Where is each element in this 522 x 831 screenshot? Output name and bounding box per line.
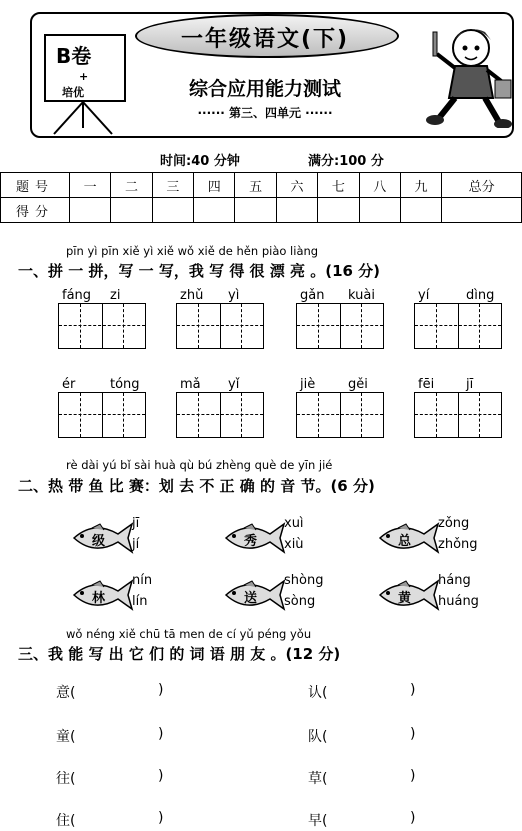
word-prompt: 住( xyxy=(56,813,76,829)
score-cell[interactable] xyxy=(111,198,152,223)
section1-pinyin: pīn yì pīn xiě yì xiě wǒ xiě de hěn piào liàng xyxy=(66,244,319,258)
grid-pinyin: yǐ xyxy=(228,377,240,392)
score-cell[interactable] xyxy=(235,198,276,223)
close-paren: ) xyxy=(158,810,164,826)
pinyin-option[interactable]: jí xyxy=(132,537,140,552)
series-title: 一年级语文(下) xyxy=(180,27,350,52)
close-paren: ) xyxy=(410,810,416,826)
time-limit: 时间:40 分钟 xyxy=(160,154,240,169)
close-paren: ) xyxy=(410,768,416,784)
word-prompt: 往( xyxy=(56,771,76,787)
writing-grid[interactable] xyxy=(58,303,146,349)
paper-sub: 培优 xyxy=(62,86,84,99)
word-answer-blank[interactable] xyxy=(84,726,156,744)
row-label-question: 题号 xyxy=(1,173,70,198)
pinyin-option[interactable]: xiù xyxy=(284,537,304,552)
boy-with-pencil-icon xyxy=(425,18,517,128)
grid-pinyin: fáng xyxy=(62,288,92,303)
pinyin-option[interactable]: huáng xyxy=(438,594,479,609)
score-cell[interactable] xyxy=(70,198,111,223)
word-prompt: 意( xyxy=(56,685,76,701)
fish-character: 秀 xyxy=(244,534,258,549)
grid-pinyin: gǎn xyxy=(300,288,325,303)
word-prompt: 早( xyxy=(308,813,328,829)
pinyin-option[interactable]: sòng xyxy=(284,594,316,609)
word-answer-blank[interactable] xyxy=(336,810,408,828)
grid-pinyin: mǎ xyxy=(180,377,201,392)
grid-pinyin: zi xyxy=(110,288,121,303)
col-total: 总分 xyxy=(442,173,522,198)
table-row xyxy=(1,173,522,198)
close-paren: ) xyxy=(158,726,164,742)
writing-grid[interactable] xyxy=(58,392,146,438)
score-cell[interactable] xyxy=(400,198,441,223)
word-answer-blank[interactable] xyxy=(84,768,156,786)
col-8: 八 xyxy=(359,173,400,198)
full-score: 满分:100 分 xyxy=(308,154,384,169)
section3-title: 三、我 能 写 出 它 们 的 词 语 朋 友 。(12 分) xyxy=(18,645,341,663)
fish-character: 级 xyxy=(92,534,106,549)
grid-pinyin: zhǔ xyxy=(180,288,204,303)
pinyin-option[interactable]: zǒng xyxy=(438,516,470,531)
pinyin-option[interactable]: háng xyxy=(438,573,471,588)
paper-tag: B卷 xyxy=(56,44,92,68)
word-answer-blank[interactable] xyxy=(336,726,408,744)
col-7: 七 xyxy=(318,173,359,198)
fish-character: 总 xyxy=(398,534,412,549)
pinyin-option[interactable]: lín xyxy=(132,594,148,609)
pinyin-option[interactable]: xuì xyxy=(284,516,304,531)
pinyin-option[interactable]: shòng xyxy=(284,573,324,588)
writing-grid[interactable] xyxy=(296,303,384,349)
score-cell[interactable] xyxy=(442,198,522,223)
row-label-score: 得分 xyxy=(1,198,70,223)
word-prompt: 草( xyxy=(308,771,328,787)
score-cell[interactable] xyxy=(276,198,317,223)
unit-label: ······ 第三、四单元 ······ xyxy=(197,106,333,120)
word-prompt: 认( xyxy=(308,685,328,701)
writing-grid[interactable] xyxy=(176,303,264,349)
score-cell[interactable] xyxy=(318,198,359,223)
col-9: 九 xyxy=(400,173,441,198)
score-cell[interactable] xyxy=(194,198,235,223)
close-paren: ) xyxy=(410,726,416,742)
word-answer-blank[interactable] xyxy=(336,768,408,786)
grid-pinyin: gěi xyxy=(348,377,368,392)
grid-pinyin: dìng xyxy=(466,288,495,303)
grid-pinyin: yì xyxy=(228,288,240,303)
fish-character: 黄 xyxy=(398,591,412,606)
col-1: 一 xyxy=(70,173,111,198)
close-paren: ) xyxy=(410,682,416,698)
paper-plus: + xyxy=(79,70,89,83)
score-cell[interactable] xyxy=(152,198,193,223)
word-answer-blank[interactable] xyxy=(336,682,408,700)
pinyin-option[interactable]: zhǒng xyxy=(438,537,478,552)
grid-pinyin: kuài xyxy=(348,288,375,303)
word-prompt: 队( xyxy=(308,729,328,745)
col-4: 四 xyxy=(194,173,235,198)
col-3: 三 xyxy=(152,173,193,198)
close-paren: ) xyxy=(158,682,164,698)
word-prompt: 童( xyxy=(56,729,76,745)
fish-character: 送 xyxy=(244,591,258,606)
col-5: 五 xyxy=(235,173,276,198)
col-6: 六 xyxy=(276,173,317,198)
grid-pinyin: jiè xyxy=(300,377,316,392)
pinyin-option[interactable]: nín xyxy=(132,573,153,588)
grid-pinyin: jī xyxy=(466,377,474,392)
section2-title: 二、热 带 鱼 比 赛：划 去 不 正 确 的 音 节。(6 分) xyxy=(18,477,375,495)
score-table xyxy=(0,172,522,223)
test-title: 综合应用能力测试 xyxy=(188,78,341,100)
score-cell[interactable] xyxy=(359,198,400,223)
word-answer-blank[interactable] xyxy=(84,810,156,828)
grid-pinyin: tóng xyxy=(110,377,140,392)
pinyin-option[interactable]: jī xyxy=(132,516,140,531)
writing-grid[interactable] xyxy=(414,303,502,349)
grid-pinyin: ér xyxy=(62,377,76,392)
word-answer-blank[interactable] xyxy=(84,682,156,700)
writing-grid[interactable] xyxy=(414,392,502,438)
table-row xyxy=(1,198,522,223)
writing-grid[interactable] xyxy=(176,392,264,438)
close-paren: ) xyxy=(158,768,164,784)
writing-grid[interactable] xyxy=(296,392,384,438)
section2-pinyin: rè dài yú bǐ sài huà qù bú zhèng què de yīn jié xyxy=(66,458,333,472)
col-2: 二 xyxy=(111,173,152,198)
section3-pinyin: wǒ néng xiě chū tā men de cí yǔ péng yǒu xyxy=(66,627,312,641)
section1-title: 一、拼 一 拼，写 一 写，我 写 得 很 漂 亮 。(16 分) xyxy=(18,262,381,280)
grid-pinyin: fēi xyxy=(418,377,435,392)
fish-character: 林 xyxy=(92,591,106,606)
easel-icon xyxy=(40,98,126,138)
grid-pinyin: yí xyxy=(418,288,430,303)
